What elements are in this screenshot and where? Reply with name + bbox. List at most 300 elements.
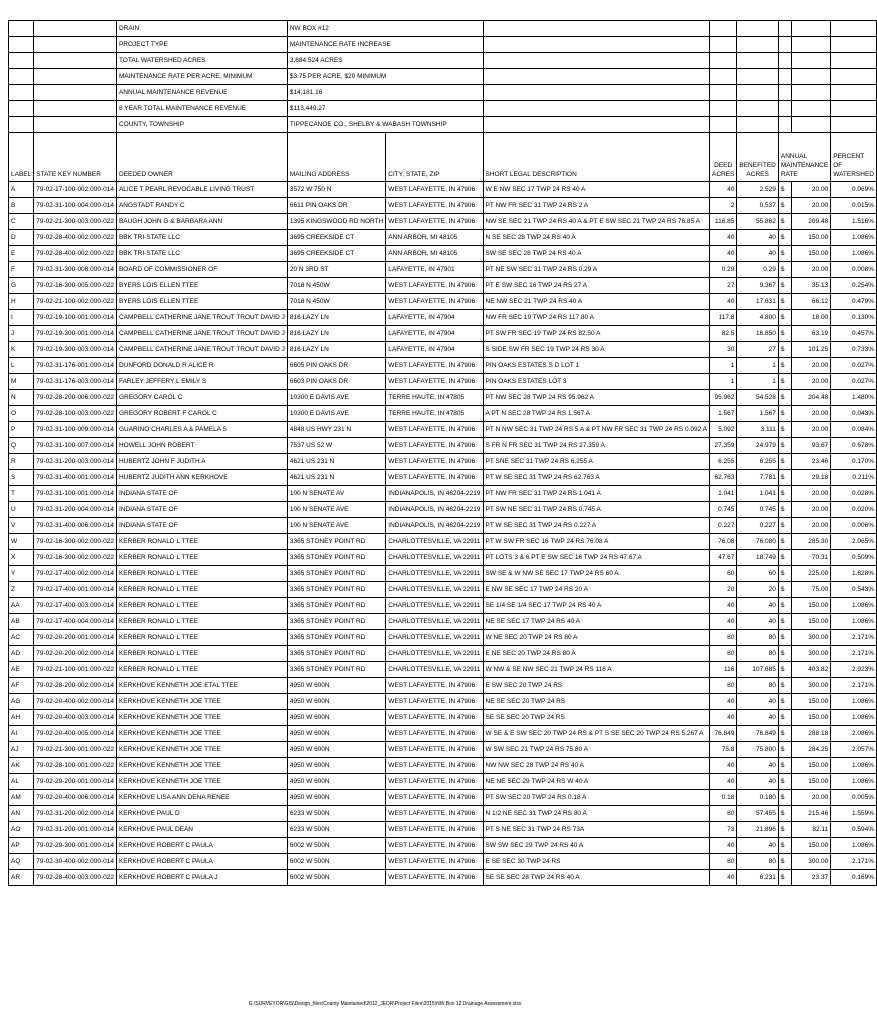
cell-owner: CAMPBELL CATHERINE JANE TROUT TROUT DAVID J [116, 310, 287, 326]
cell-percent-watershed: 0.170% [831, 454, 877, 470]
cell-state-key: 79-02-31-300-008.000-014 [34, 262, 117, 278]
cell-currency: $ [778, 278, 791, 294]
cell-benefited-acres: 9.367 [737, 278, 778, 294]
cell-label: V [9, 518, 34, 534]
cell-maintenance-rate: 75.00 [792, 582, 831, 598]
cell-deed-acres: 80 [710, 646, 737, 662]
blank-cell [9, 21, 34, 37]
cell-owner: KERBER RONALD L TTEE [116, 662, 287, 678]
cell-label: AE [9, 662, 34, 678]
cell-label: U [9, 502, 34, 518]
table-row [9, 822, 877, 838]
table-row [9, 758, 877, 774]
cell-state-key: 79-02-31-100-004.000-014 [34, 198, 117, 214]
cell-owner: BYERS LOIS ELLEN TTEE [116, 278, 287, 294]
cell-label: AC [9, 630, 34, 646]
info-label: PROJECT TYPE [116, 37, 287, 53]
cell-percent-watershed: 0.733% [831, 342, 877, 358]
cell-currency: $ [778, 678, 791, 694]
cell-state-key: 79-02-16-300-002.000-022 [34, 550, 117, 566]
blank-cell [831, 21, 877, 37]
blank-cell [831, 53, 877, 69]
cell-currency: $ [778, 694, 791, 710]
cell-maintenance-rate: 150.00 [792, 758, 831, 774]
cell-owner: BAUGH JOHN G & BARBARA ANN [116, 214, 287, 230]
info-row [9, 117, 877, 133]
header-pct: PERCENT OF WATERSHED [831, 133, 877, 182]
cell-mailing-address: 3365 STONEY POINT RD [287, 550, 385, 566]
info-row [9, 53, 877, 69]
cell-state-key: 79-02-21-300-001.000-022 [34, 742, 117, 758]
cell-state-key: 79-02-31-176-001.000-014 [34, 358, 117, 374]
blank-cell [778, 101, 791, 117]
cell-legal-description: PT SW FR SEC 19 TWP 24 RS 82.50 A [483, 326, 709, 342]
cell-currency: $ [778, 406, 791, 422]
cell-state-key: 79-02-28-400-002.000-022 [34, 230, 117, 246]
cell-owner: KERKHOVE ROBERT C PAULA [116, 838, 287, 854]
cell-percent-watershed: 2.171% [831, 854, 877, 870]
cell-deed-acres: 27.359 [710, 438, 737, 454]
cell-benefited-acres: 0.227 [737, 518, 778, 534]
cell-state-key: 79-02-19-300-001.000-014 [34, 326, 117, 342]
cell-state-key: 79-02-31-400-006.000-014 [34, 518, 117, 534]
cell-label: AJ [9, 742, 34, 758]
table-row [9, 678, 877, 694]
blank-cell [831, 69, 877, 85]
table-row [9, 262, 877, 278]
cell-deed-acres: 1 [710, 358, 737, 374]
cell-percent-watershed: 0.027% [831, 358, 877, 374]
cell-city-state-zip: LAFAYETTE, IN 47904 [386, 326, 483, 342]
cell-mailing-address: 7018 N 450W [287, 294, 385, 310]
cell-legal-description: W NW & SE NW SEC 21 TWP 24 RS 116 A [483, 662, 709, 678]
cell-mailing-address: 4848 US HWY 231 N [287, 422, 385, 438]
cell-percent-watershed: 0.027% [831, 374, 877, 390]
cell-city-state-zip: LAFAYETTE, IN 47901 [386, 262, 483, 278]
cell-benefited-acres: 107.685 [737, 662, 778, 678]
cell-owner: KERBER RONALD L TTEE [116, 534, 287, 550]
cell-city-state-zip: TERRE HAUTE, IN 47805 [386, 390, 483, 406]
cell-label: AN [9, 806, 34, 822]
cell-state-key: 79-02-31-400-001.000-014 [34, 470, 117, 486]
cell-benefited-acres: 40 [737, 694, 778, 710]
cell-owner: KERKHOVE PAUL DEAN [116, 822, 287, 838]
cell-mailing-address: 10300 E DAVIS AVE [287, 390, 385, 406]
cell-benefited-acres: 27 [737, 342, 778, 358]
cell-city-state-zip: WEST LAFAYETTE, IN 47906 [386, 214, 483, 230]
header-legal: SHORT LEGAL DESCRIPTION [483, 133, 709, 182]
cell-owner: FARLEY JEFFERY L EMILY S [116, 374, 287, 390]
cell-city-state-zip: WEST LAFAYETTE, IN 47906 [386, 742, 483, 758]
cell-deed-acres: 40 [710, 246, 737, 262]
cell-benefited-acres: 18.749 [737, 550, 778, 566]
cell-label: R [9, 454, 34, 470]
cell-percent-watershed: 0.169% [831, 870, 877, 886]
cell-state-key: 79-02-20-400-006.000-014 [34, 790, 117, 806]
cell-maintenance-rate: 20.00 [792, 406, 831, 422]
cell-percent-watershed: 0.543% [831, 582, 877, 598]
cell-mailing-address: 6605 PIN OAKS DR [287, 358, 385, 374]
sheet-body [9, 21, 877, 886]
cell-currency: $ [778, 726, 791, 742]
cell-mailing-address: 816 LAZY LN [287, 310, 385, 326]
cell-maintenance-rate: 20.00 [792, 198, 831, 214]
info-row [9, 85, 877, 101]
cell-currency: $ [778, 422, 791, 438]
table-row [9, 374, 877, 390]
cell-state-key: 79-02-28-400-003.000-022 [34, 870, 117, 886]
cell-mailing-address: 4950 W 600N [287, 694, 385, 710]
cell-deed-acres: 80 [710, 806, 737, 822]
cell-owner: KERBER RONALD L TTEE [116, 646, 287, 662]
cell-maintenance-rate: 35.13 [792, 278, 831, 294]
cell-currency: $ [778, 598, 791, 614]
cell-mailing-address: 3695 CREEKSIDE CT [287, 246, 385, 262]
table-row [9, 710, 877, 726]
cell-deed-acres: 80 [710, 678, 737, 694]
cell-legal-description: N SE SEC 28 TWP 24 RS 40 A [483, 230, 709, 246]
cell-deed-acres: 40 [710, 694, 737, 710]
cell-percent-watershed: 1.086% [831, 758, 877, 774]
cell-label: AF [9, 678, 34, 694]
blank-cell [34, 21, 117, 37]
cell-deed-acres: 40 [710, 598, 737, 614]
cell-maintenance-rate: 285.30 [792, 534, 831, 550]
cell-deed-acres: 40 [710, 758, 737, 774]
cell-benefited-acres: 76.849 [737, 726, 778, 742]
cell-owner: GREGORY CAROL C [116, 390, 287, 406]
table-row [9, 742, 877, 758]
cell-mailing-address: 4950 W 600N [287, 710, 385, 726]
header-label: LABEL [9, 133, 34, 182]
cell-label: AR [9, 870, 34, 886]
cell-legal-description: NE SE SEC 20 TWP 24 RS [483, 694, 709, 710]
cell-currency: $ [778, 870, 791, 886]
table-row [9, 438, 877, 454]
cell-legal-description: NE NW SEC 21 TWP 24 RS 40 A [483, 294, 709, 310]
cell-mailing-address: 6611 PIN OAKS DR [287, 198, 385, 214]
cell-label: N [9, 390, 34, 406]
cell-city-state-zip: ANN ARBOR, MI 48105 [386, 230, 483, 246]
cell-mailing-address: 4950 W 600N [287, 774, 385, 790]
cell-city-state-zip: WEST LAFAYETTE, IN 47906 [386, 854, 483, 870]
cell-maintenance-rate: 150.00 [792, 694, 831, 710]
cell-maintenance-rate: 23.37 [792, 870, 831, 886]
cell-benefited-acres: 24.979 [737, 438, 778, 454]
cell-owner: INDIANA STATE OF [116, 518, 287, 534]
cell-legal-description: W E NW SEC 17 TWP 24 RS 40 A [483, 182, 709, 198]
cell-state-key: 79-02-30-400-002.000-014 [34, 854, 117, 870]
cell-currency: $ [778, 214, 791, 230]
cell-legal-description: PT NW FR SEC 31 TWP 24 RS 1.041 A [483, 486, 709, 502]
cell-deed-acres: 40 [710, 710, 737, 726]
cell-currency: $ [778, 774, 791, 790]
blank-cell [483, 37, 709, 53]
cell-city-state-zip: WEST LAFAYETTE, IN 47906 [386, 726, 483, 742]
table-row [9, 806, 877, 822]
cell-owner: BYERS LOIS ELLEN TTEE [116, 294, 287, 310]
table-row [9, 694, 877, 710]
cell-deed-acres: 40 [710, 870, 737, 886]
cell-owner: INDIANA STATE OF [116, 486, 287, 502]
cell-city-state-zip: ANN ARBOR, MI 48105 [386, 246, 483, 262]
cell-city-state-zip: WEST LAFAYETTE, IN 47906 [386, 438, 483, 454]
cell-maintenance-rate: 70.31 [792, 550, 831, 566]
cell-label: G [9, 278, 34, 294]
cell-state-key: 79-02-17-400-001.000-014 [34, 582, 117, 598]
table-row [9, 198, 877, 214]
info-value: 3,684.524 ACRES [287, 53, 483, 69]
cell-city-state-zip: CHARLOTTESVILLE, VA 22911 [386, 582, 483, 598]
cell-legal-description: PT N NW SEC 31 TWP 24 RS 5 A & PT NW FR SEC 31 TWP 24 RS 0.092 A [483, 422, 709, 438]
table-row [9, 726, 877, 742]
cell-currency: $ [778, 326, 791, 342]
info-label: MAINTENANCE RATE PER ACRE, MINIMUM [116, 69, 287, 85]
cell-maintenance-rate: 20.00 [792, 518, 831, 534]
cell-mailing-address: 3365 STONEY POINT RD [287, 662, 385, 678]
cell-benefited-acres: 1.567 [737, 406, 778, 422]
cell-state-key: 79-02-21-300-003.000-022 [34, 214, 117, 230]
blank-cell [737, 85, 778, 101]
cell-city-state-zip: WEST LAFAYETTE, IN 47906 [386, 694, 483, 710]
cell-legal-description: PT W SW FR SEC 16 TWP 24 RS 76.08 A [483, 534, 709, 550]
cell-maintenance-rate: 20.00 [792, 358, 831, 374]
cell-state-key: 79-02-20-400-005.000-014 [34, 726, 117, 742]
cell-label: AK [9, 758, 34, 774]
cell-owner: BOARD OF COMMISSIONER OF [116, 262, 287, 278]
cell-deed-acres: 6.255 [710, 454, 737, 470]
cell-percent-watershed: 0.479% [831, 294, 877, 310]
cell-owner: HUBERTZ JUDITH ANN KERKHOVE [116, 470, 287, 486]
cell-legal-description: A PT N SEC 28 TWP 24 RS 1.567 A [483, 406, 709, 422]
blank-cell [9, 37, 34, 53]
cell-city-state-zip: INDIANAPOLIS, IN 46204-2219 [386, 518, 483, 534]
cell-owner: CAMPBELL CATHERINE JANE TROUT TROUT DAVID J [116, 326, 287, 342]
cell-label: J [9, 326, 34, 342]
blank-cell [710, 117, 737, 133]
cell-owner: KERKHOVE KENNETH JOE TTEE [116, 758, 287, 774]
cell-city-state-zip: INDIANAPOLIS, IN 46204-2219 [386, 486, 483, 502]
table-row [9, 870, 877, 886]
cell-city-state-zip: LAFAYETTE, IN 47904 [386, 342, 483, 358]
blank-cell [710, 85, 737, 101]
cell-owner: HUBERTZ JOHN F JUDITH A [116, 454, 287, 470]
cell-city-state-zip: LAFAYETTE, IN 47904 [386, 310, 483, 326]
cell-mailing-address: 6233 W 500N [287, 822, 385, 838]
cell-currency: $ [778, 710, 791, 726]
cell-benefited-acres: 3.111 [737, 422, 778, 438]
blank-cell [483, 85, 709, 101]
blank-cell [831, 101, 877, 117]
cell-percent-watershed: 1.086% [831, 694, 877, 710]
cell-percent-watershed: 1.086% [831, 598, 877, 614]
cell-deed-acres: 40 [710, 774, 737, 790]
info-row [9, 69, 877, 85]
blank-cell [792, 117, 831, 133]
cell-maintenance-rate: 150.00 [792, 838, 831, 854]
cell-percent-watershed: 0.008% [831, 262, 877, 278]
table-row [9, 646, 877, 662]
cell-mailing-address: 4950 W 600N [287, 742, 385, 758]
blank-cell [34, 117, 117, 133]
cell-label: AO [9, 822, 34, 838]
cell-legal-description: PT W SE SEC 31 TWP 24 RS 0.227 A [483, 518, 709, 534]
cell-legal-description: SE SE SEC 28 TWP 24 RS 40 A [483, 870, 709, 886]
cell-currency: $ [778, 566, 791, 582]
blank-cell [831, 85, 877, 101]
table-row [9, 422, 877, 438]
cell-deed-acres: 80 [710, 854, 737, 870]
cell-benefited-acres: 75.800 [737, 742, 778, 758]
cell-owner: KERBER RONALD L TTEE [116, 566, 287, 582]
cell-city-state-zip: CHARLOTTESVILLE, VA 22911 [386, 646, 483, 662]
cell-benefited-acres: 6.231 [737, 870, 778, 886]
cell-benefited-acres: 40 [737, 246, 778, 262]
cell-city-state-zip: CHARLOTTESVILLE, VA 22911 [386, 662, 483, 678]
cell-state-key: 79-02-28-100-003.000-022 [34, 406, 117, 422]
cell-percent-watershed: 0.254% [831, 278, 877, 294]
cell-mailing-address: 816 LAZY LN [287, 342, 385, 358]
blank-cell [792, 37, 831, 53]
cell-legal-description: E SW SEC 20 TWP 24 RS [483, 678, 709, 694]
cell-mailing-address: 4621 US 231 N [287, 470, 385, 486]
cell-benefited-acres: 20 [737, 582, 778, 598]
cell-city-state-zip: WEST LAFAYETTE, IN 47906 [386, 790, 483, 806]
cell-label: I [9, 310, 34, 326]
cell-benefited-acres: 40 [737, 614, 778, 630]
cell-percent-watershed: 1.086% [831, 774, 877, 790]
cell-owner: ANGSTADT RANDY C [116, 198, 287, 214]
table-row [9, 486, 877, 502]
cell-maintenance-rate: 93.67 [792, 438, 831, 454]
blank-cell [483, 53, 709, 69]
cell-deed-acres: 76.849 [710, 726, 737, 742]
cell-benefited-acres: 40 [737, 838, 778, 854]
info-value: TIPPECANOE CO., SHELBY & WABASH TOWNSHIP [287, 117, 483, 133]
blank-cell [737, 101, 778, 117]
cell-mailing-address: 3365 STONEY POINT RD [287, 534, 385, 550]
cell-currency: $ [778, 198, 791, 214]
cell-percent-watershed: 0.069% [831, 182, 877, 198]
cell-state-key: 79-02-19-100-001.000-014 [34, 310, 117, 326]
cell-state-key: 79-02-31-100-007.000-014 [34, 438, 117, 454]
cell-maintenance-rate: 101.25 [792, 342, 831, 358]
cell-state-key: 79-02-16-300-002.000-022 [34, 534, 117, 550]
cell-benefited-acres: 80 [737, 678, 778, 694]
cell-deed-acres: 40 [710, 838, 737, 854]
cell-legal-description: W NE SEC 20 TWP 24 RS 80 A [483, 630, 709, 646]
cell-percent-watershed: 2.923% [831, 662, 877, 678]
cell-label: F [9, 262, 34, 278]
cell-deed-acres: 76.08 [710, 534, 737, 550]
cell-percent-watershed: 1.559% [831, 806, 877, 822]
cell-state-key: 79-02-31-100-001.000-014 [34, 486, 117, 502]
cell-deed-acres: 1 [710, 374, 737, 390]
cell-percent-watershed: 1.516% [831, 214, 877, 230]
cell-mailing-address: 100 N SENATE AVE [287, 502, 385, 518]
info-label: ANNUAL MAINTENANCE REVENUE [116, 85, 287, 101]
cell-mailing-address: 7537 US 52 W [287, 438, 385, 454]
header-city: CITY, STATE, ZIP [386, 133, 483, 182]
cell-label: P [9, 422, 34, 438]
cell-benefited-acres: 7.781 [737, 470, 778, 486]
cell-currency: $ [778, 534, 791, 550]
cell-legal-description: NE NE SEC 29 TWP 24 RS W 40 A [483, 774, 709, 790]
cell-deed-acres: 0.29 [710, 262, 737, 278]
cell-deed-acres: 0.18 [710, 790, 737, 806]
blank-cell [9, 101, 34, 117]
cell-deed-acres: 27 [710, 278, 737, 294]
blank-cell [737, 53, 778, 69]
cell-legal-description: W SW SEC 21 TWP 24 RS 75.80 A [483, 742, 709, 758]
blank-cell [483, 117, 709, 133]
table-row [9, 582, 877, 598]
cell-maintenance-rate: 23.46 [792, 454, 831, 470]
cell-deed-acres: 40 [710, 294, 737, 310]
cell-maintenance-rate: 150.00 [792, 774, 831, 790]
cell-deed-acres: 40 [710, 182, 737, 198]
info-value: MAINTENANCE RATE INCREASE [287, 37, 483, 53]
blank-cell [778, 37, 791, 53]
header-key: STATE KEY NUMBER [34, 133, 117, 182]
cell-maintenance-rate: 150.00 [792, 598, 831, 614]
cell-deed-acres: 5.092 [710, 422, 737, 438]
cell-deed-acres: 116 [710, 662, 737, 678]
cell-currency: $ [778, 838, 791, 854]
cell-owner: KERKHOVE KENNETH JOE TTEE [116, 742, 287, 758]
cell-percent-watershed: 0.211% [831, 470, 877, 486]
cell-legal-description: S FR N FR SEC 31 TWP 24 RS 27.359 A [483, 438, 709, 454]
cell-city-state-zip: WEST LAFAYETTE, IN 47906 [386, 278, 483, 294]
cell-state-key: 79-02-31-176-003.000-014 [34, 374, 117, 390]
blank-cell [710, 21, 737, 37]
table-row [9, 310, 877, 326]
file-path-footer: G:\SURVEYOR\GIS\Design_files\County Maintained\2012_JEDR\Project Files\2015\NW Box 12 Drainage Assessment.xlsx [248, 1001, 522, 1007]
cell-owner: DUNFORD DONALD R ALICE R [116, 358, 287, 374]
cell-percent-watershed: 0.015% [831, 198, 877, 214]
blank-cell [831, 37, 877, 53]
cell-mailing-address: 3365 STONEY POINT RD [287, 582, 385, 598]
table-row [9, 566, 877, 582]
cell-label: AB [9, 614, 34, 630]
cell-benefited-acres: 40 [737, 710, 778, 726]
cell-deed-acres: 2 [710, 198, 737, 214]
table-row [9, 774, 877, 790]
cell-currency: $ [778, 518, 791, 534]
blank-cell [34, 37, 117, 53]
table-row [9, 854, 877, 870]
cell-mailing-address: 100 N SENATE AVE [287, 518, 385, 534]
cell-owner: BBK TRI-STATE LLC [116, 246, 287, 262]
cell-state-key: 79-02-17-400-003.000-014 [34, 598, 117, 614]
header-benefit: BENEFITED ACRES [737, 133, 778, 182]
cell-label: AG [9, 694, 34, 710]
cell-currency: $ [778, 310, 791, 326]
cell-state-key: 79-02-17-400-004.000-014 [34, 614, 117, 630]
cell-deed-acres: 73 [710, 822, 737, 838]
cell-benefited-acres: 40 [737, 598, 778, 614]
cell-currency: $ [778, 230, 791, 246]
cell-owner: KERBER RONALD L TTEE [116, 614, 287, 630]
cell-percent-watershed: 0.509% [831, 550, 877, 566]
cell-currency: $ [778, 662, 791, 678]
cell-state-key: 79-02-31-200-002.000-014 [34, 806, 117, 822]
blank-cell [792, 53, 831, 69]
table-row [9, 790, 877, 806]
cell-owner: KERKHOVE KENNETH JOE TTEE [116, 726, 287, 742]
table-row [9, 470, 877, 486]
cell-maintenance-rate: 150.00 [792, 614, 831, 630]
